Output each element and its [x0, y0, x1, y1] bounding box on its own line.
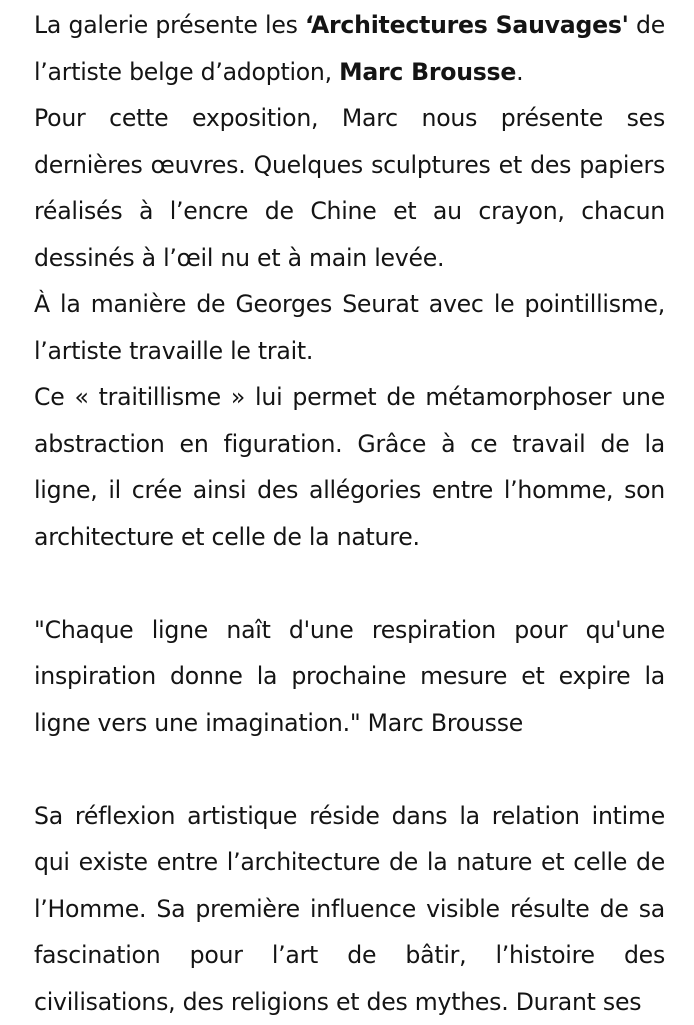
- paragraph-reflection: Sa réflexion artistique réside dans la relation intime qui existe entre l’architecture de la nature et celle de l’Homme. Sa première influence visible résulte de sa fascination pour l’art de bâtir, l’histoire des civilisations, des religions et des mythes. Durant ses: [34, 793, 665, 1025]
- paragraph-traitillisme: Ce « traitillisme » lui permet de métamorphoser une abstraction en figuration. Grâce à ce travail de la ligne, il crée ainsi des allégories entre l’homme, son architecture et celle de la nature.: [34, 374, 665, 560]
- intro-text-end: .: [516, 58, 523, 86]
- intro-text-start: La galerie présente les: [34, 11, 305, 39]
- intro-text-middle: de l’artiste belge d’adoption,: [34, 11, 665, 86]
- paragraph-new-works: Pour cette exposition, Marc nous présente ses dernières œuvres. Quelques sculptures et des papiers réalisés à l’encre de Chine et au crayon, chacun dessinés à l’œil nu et à main levée.: [34, 95, 665, 281]
- blank-line: [34, 560, 665, 607]
- intro-paragraph: [34, 2, 665, 95]
- artist-name: Marc Brousse: [339, 58, 516, 86]
- exhibition-title: ‘Architectures Sauvages': [305, 11, 629, 39]
- blank-line: [34, 746, 665, 793]
- document-body: [34, 2, 665, 1025]
- paragraph-seurat: À la manière de Georges Seurat avec le pointillisme, l’artiste travaille le trait.: [34, 281, 665, 374]
- artist-quote: "Chaque ligne naît d'une respiration pour qu'une inspiration donne la prochaine mesure et expire la ligne vers une imagination." Marc Brousse: [34, 607, 665, 747]
